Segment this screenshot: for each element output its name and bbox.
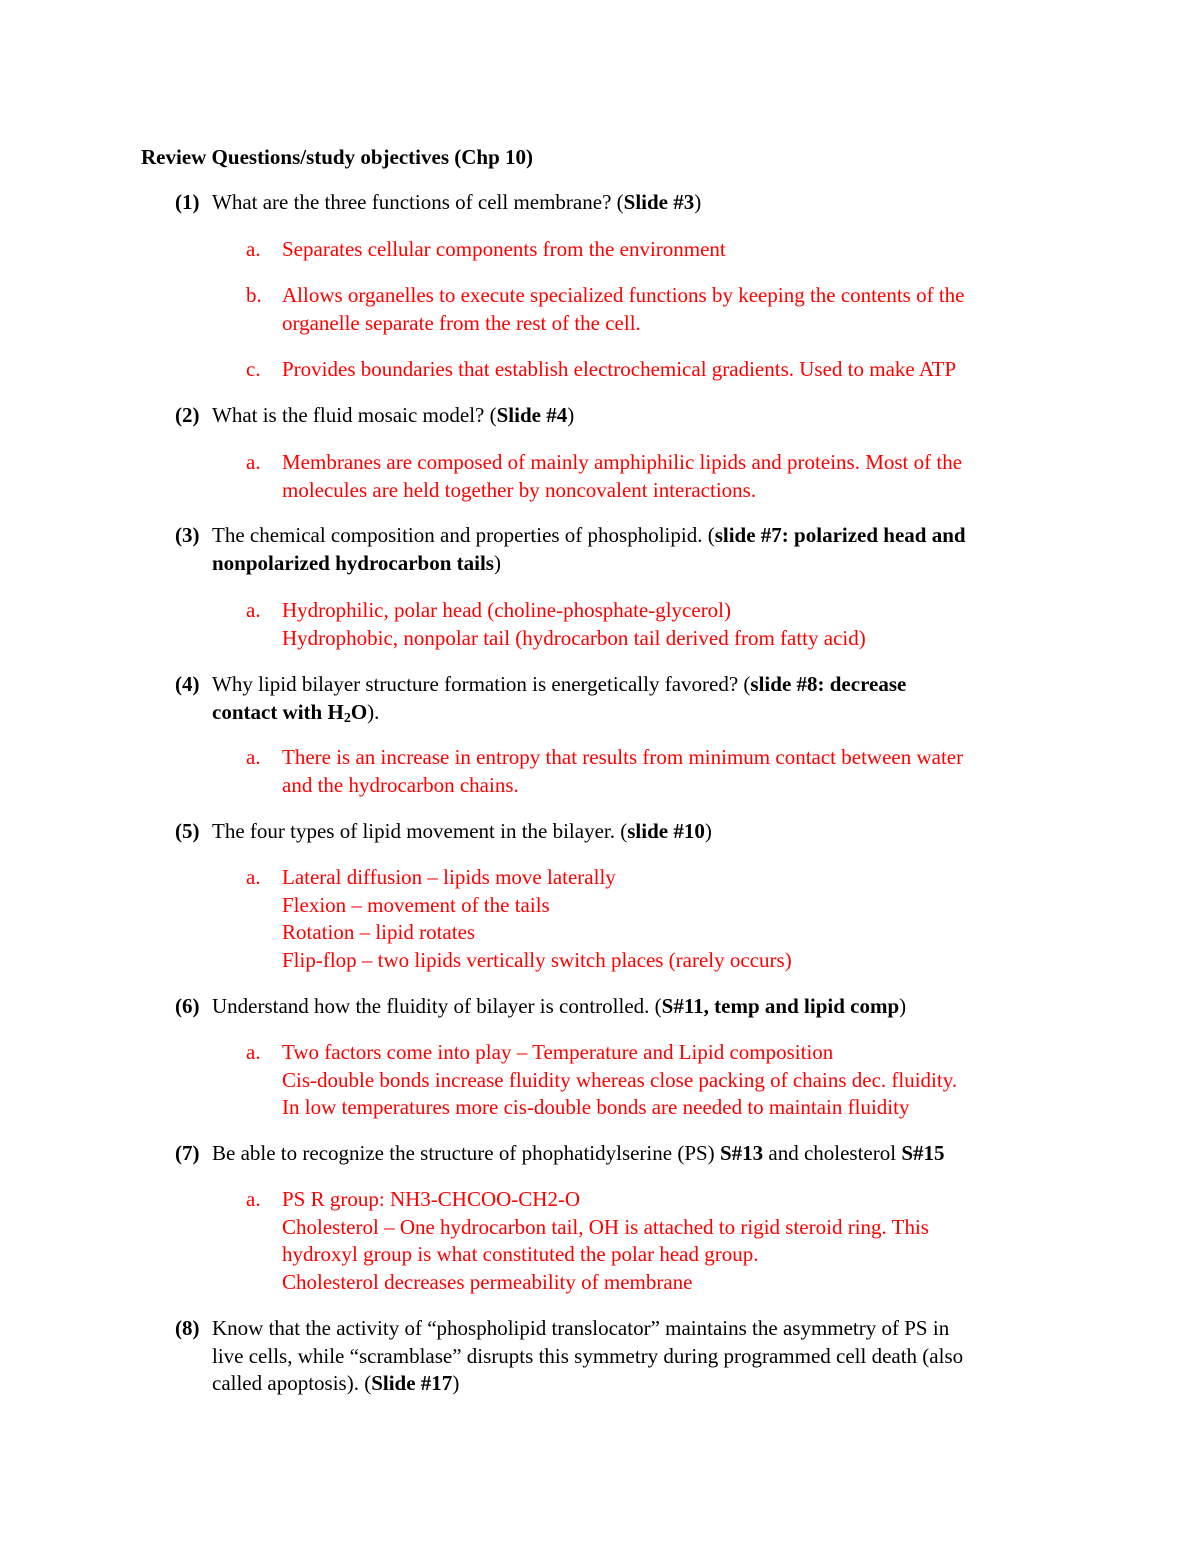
question-text: Understand how the fluidity of bilayer is controlled. ( — [212, 994, 662, 1018]
slide-reference: Slide #3 — [623, 190, 695, 214]
question-number: (8) — [175, 1316, 200, 1340]
answer-line: Lateral diffusion – lipids move laterally — [282, 865, 616, 889]
question-text: The four types of lipid movement in the bilayer. ( — [212, 819, 628, 843]
question-text: What is the fluid mosaic model? ( — [212, 403, 497, 427]
question-text: Be able to recognize the structure of phophatidylserine (PS) — [212, 1141, 720, 1165]
answer-label: a. — [246, 1040, 261, 1064]
question-text: What are the three functions of cell membrane? ( — [212, 190, 624, 214]
answer-line: There is an increase in entropy that results from minimum contact between water — [282, 745, 964, 769]
answer-line: Hydrophobic, nonpolar tail (hydrocarbon tail derived from fatty acid) — [282, 625, 866, 650]
answer-line: Flip-flop – two lipids vertically switch places (rarely occurs) — [282, 947, 792, 972]
question-text: Why lipid bilayer structure formation is energetically favored? ( — [212, 672, 751, 696]
slide-reference: slide #8: decrease — [750, 672, 907, 696]
answer-label: b. — [246, 283, 262, 307]
answer-line: Two factors come into play – Temperature and Lipid composition — [282, 1040, 834, 1064]
answer-label: c. — [246, 357, 261, 381]
answer-line: Provides boundaries that establish electrochemical gradients. Used to make ATP — [282, 357, 957, 381]
answer-1b — [246, 282, 1066, 337]
subscript: 2 — [343, 710, 351, 726]
question-number: (2) — [175, 403, 200, 427]
answer-line: Cholesterol – One hydrocarbon tail, OH is attached to rigid steroid ring. This — [282, 1214, 929, 1239]
answer-7a — [246, 1186, 1066, 1296]
question-number: (6) — [175, 994, 200, 1018]
question-7: (7) Be able to recognize the structure of phophatidylserine (PS) S#13 and cholesterol S#15 — [175, 1140, 1075, 1168]
question-2: (2) What is the fluid mosaic model? (Slide #4) — [175, 402, 1075, 430]
slide-reference: S#11, temp and lipid comp — [661, 994, 900, 1018]
answer-line: Allows organelles to execute specialized functions by keeping the contents of the — [282, 283, 965, 307]
question-text: live cells, while “scramblase” disrupts this symmetry during programmed cell death (also — [212, 1343, 964, 1368]
answer-2a — [246, 449, 1066, 504]
question-text: Know that the activity of “phospholipid translocator” maintains the asymmetry of PS in — [212, 1316, 950, 1340]
answer-line: Rotation – lipid rotates — [282, 920, 476, 944]
question-number: (5) — [175, 819, 200, 843]
slide-reference: Slide #4 — [496, 403, 568, 427]
answer-6a — [246, 1039, 1066, 1122]
answer-label: a. — [246, 865, 261, 889]
question-text: called apoptosis). ( — [212, 1371, 372, 1395]
answer-3a — [246, 597, 1066, 652]
answer-line: Cis-double bonds increase fluidity whereas close packing of chains dec. fluidity. — [282, 1067, 958, 1092]
answer-line: Flexion – movement of the tails — [282, 892, 550, 917]
slide-reference-continued: contact with H — [212, 699, 344, 724]
answer-label: a. — [246, 745, 261, 769]
answer-1a — [246, 236, 1066, 264]
answer-label: a. — [246, 598, 261, 622]
answer-4a — [246, 744, 1066, 799]
answer-line: Hydrophilic, polar head (choline-phosphate-glycerol) — [282, 598, 732, 622]
question-4: (4) Why lipid bilayer structure formation is energetically favored? (slide #8: decrease contact with $H_2O$). — [175, 672, 907, 726]
answer-line: hydroxyl group is what constituted the polar head group. — [282, 1242, 759, 1266]
answer-line: and the hydrocarbon chains. — [282, 772, 519, 797]
slide-reference: S#13 — [719, 1141, 764, 1165]
slide-reference: slide #10 — [627, 819, 705, 843]
question-number: (4) — [175, 672, 200, 696]
question-3: (3) The chemical composition and properties of phospholipid. (slide #7: polarized head and nonpolarized hydrocarbon tails) — [175, 523, 966, 575]
question-text: The chemical composition and properties of phospholipid. ( — [212, 523, 715, 547]
question-number: (7) — [175, 1141, 200, 1165]
answer-line: organelle separate from the rest of the cell. — [282, 310, 641, 335]
question-8: (8) Know that the activity of “phospholipid translocator” maintains the asymmetry of PS in live cells, while “scramblase” disrupts this symmetry during programmed cell death (also called apoptosis). (Slide #17) — [175, 1315, 1075, 1398]
answer-line: PS R group: NH3-CHCOO-CH2-O — [282, 1187, 581, 1211]
slide-reference-continued: nonpolarized hydrocarbon tails — [212, 550, 494, 575]
answer-label: a. — [246, 1187, 261, 1211]
answer-line: In low temperatures more cis-double bonds are needed to maintain fluidity — [282, 1095, 910, 1119]
answer-line: Separates cellular components from the environment — [282, 237, 726, 261]
slide-reference: Slide #17 — [371, 1371, 453, 1395]
question-6: (6) Understand how the fluidity of bilayer is controlled. (S#11, temp and lipid comp) — [175, 993, 1075, 1021]
answer-1c — [246, 356, 1066, 384]
question-number: (3) — [175, 523, 200, 547]
answer-5a — [246, 864, 1066, 974]
slide-reference-2: S#15 — [901, 1141, 945, 1165]
answer-line: molecules are held together by noncovalent interactions. — [282, 477, 757, 502]
answer-line: Cholesterol decreases permeability of membrane — [282, 1269, 693, 1294]
question-5: (5) The four types of lipid movement in the bilayer. (slide #10) — [175, 818, 1075, 846]
question-number: (1) — [175, 190, 200, 214]
answer-label: a. — [246, 237, 261, 261]
slide-reference: slide #7: polarized head and — [714, 523, 966, 547]
answer-line: Membranes are composed of mainly amphiphilic lipids and proteins. Most of the — [282, 450, 963, 474]
answer-label: a. — [246, 450, 261, 474]
question-1: (1) What are the three functions of cell membrane? (Slide #3) — [175, 189, 1075, 217]
document-title: Review Questions/study objectives (Chp 10) — [141, 145, 533, 169]
